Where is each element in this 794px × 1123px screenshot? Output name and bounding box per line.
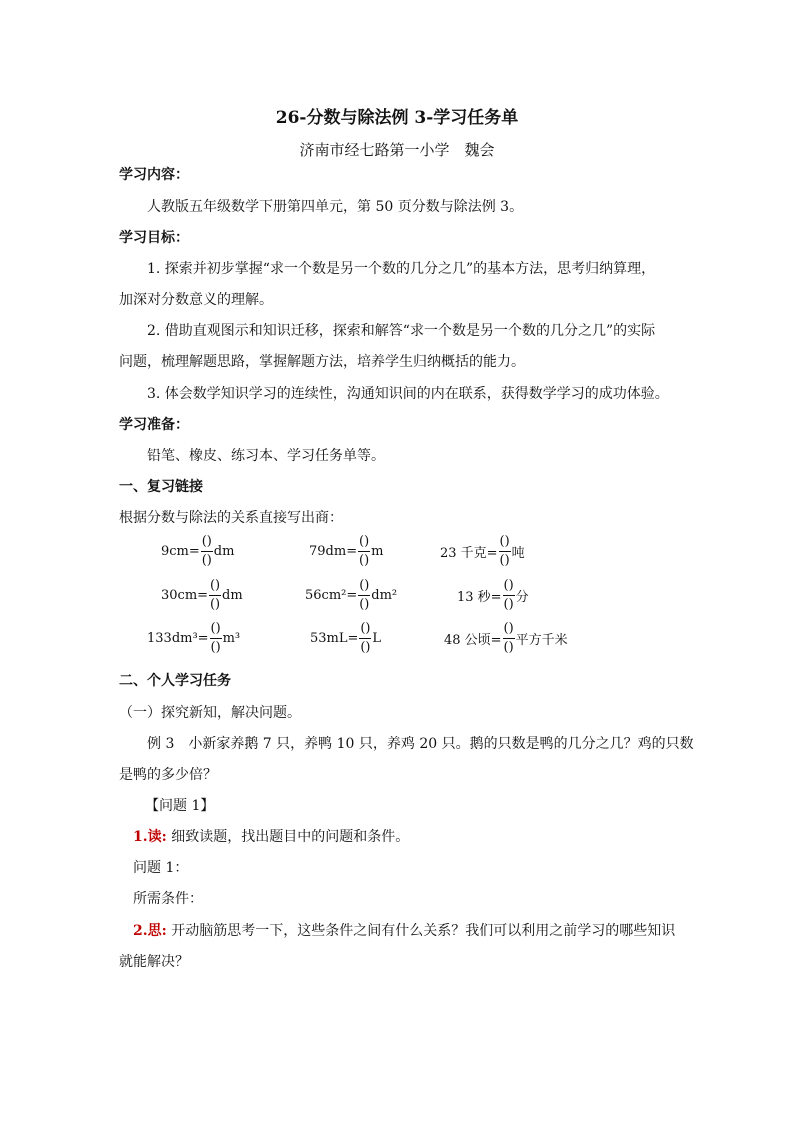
fraction-bar [358, 595, 370, 596]
numerator-blank[interactable]: () [360, 620, 371, 636]
blank-fraction[interactable] [210, 622, 222, 655]
blank-fraction[interactable] [503, 622, 515, 655]
conversion-item [161, 574, 243, 616]
numerator-blank[interactable]: () [503, 577, 514, 593]
denominator-blank[interactable]: () [359, 596, 370, 612]
think-line-2: 就能解决？ [119, 954, 189, 970]
goal-3: 3. 体会数学知识学习的连续性，沟通知识间的内在联系，获得数学学习的成功体验。 [147, 386, 669, 402]
goal-2-line-1: 2. 借助直观图示和知识迁移，探索和解答“求一个数是另一个数的几分之几”的实际 [147, 323, 656, 339]
conversion-left: 13 秒= [457, 589, 502, 605]
fraction-bar [209, 595, 221, 596]
conversion-unit: 吨 [511, 545, 525, 561]
review-intro: 根据分数与除法的关系直接写出商： [119, 510, 343, 526]
page-title: 26-分数与除法例 3-学习任务单 [275, 108, 519, 128]
conversion-left: 9cm= [161, 543, 200, 559]
conversion-left: 23 千克= [440, 545, 498, 561]
conversion-unit: m³ [222, 630, 241, 646]
numerator-blank[interactable]: () [209, 577, 221, 593]
numerator-blank[interactable]: () [210, 620, 221, 636]
prep-text: 铅笔、橡皮、练习本、学习任务单等。 [147, 448, 385, 464]
numerator-blank[interactable]: () [201, 533, 212, 549]
conversion-unit: m [371, 543, 384, 559]
fraction-bar [503, 638, 515, 639]
denominator-blank[interactable]: () [360, 639, 371, 655]
conversion-item [457, 574, 529, 616]
conversion-item [309, 530, 383, 572]
conversion-item [440, 530, 525, 572]
numerator-blank[interactable]: () [503, 620, 514, 636]
goal-1-line-1: 1. 探索并初步掌握“求一个数是另一个数的几分之几”的基本方法，思考归纳算理， [147, 261, 656, 277]
content-text: 人教版五年级数学下册第四单元，第 50 页分数与除法例 3。 [147, 199, 524, 215]
conversion-unit: dm [222, 587, 243, 603]
read-label: 1.读: [133, 829, 167, 845]
fraction-bar [358, 551, 370, 552]
denominator-blank[interactable]: () [359, 552, 370, 568]
denominator-blank[interactable]: () [503, 596, 514, 612]
think-text: 开动脑筋思考一下，这些条件之间有什么关系？我们可以利用之前学习的哪些知识 [166, 923, 676, 939]
denominator-blank[interactable]: () [209, 596, 221, 612]
think-step [133, 921, 675, 941]
conversion-unit: L [372, 630, 382, 646]
task-heading: 二、个人学习任务 [119, 673, 231, 689]
goal-1-line-2: 加深对分数意义的理解。 [119, 292, 273, 308]
conversion-item [444, 617, 568, 659]
prep-heading: 学习准备： [119, 417, 189, 433]
review-heading: 一、复习链接 [119, 479, 203, 495]
blank-fraction[interactable] [209, 579, 221, 612]
example-line-1: 例 3 小新家养鹅 7 只，养鸭 10 只，养鸡 20 只。鹅的只数是鸭的几分之几？鸡的只数 [147, 736, 694, 752]
denominator-blank[interactable]: () [503, 639, 514, 655]
blank-fraction[interactable] [358, 579, 370, 612]
fraction-bar [210, 638, 222, 639]
example-line-2: 是鸭的多少倍？ [119, 767, 217, 783]
goal-2-line-2: 问题，梳理解题思路，掌握解题方法，培养学生归纳概括的能力。 [119, 354, 525, 370]
denominator-blank[interactable]: () [210, 639, 221, 655]
content-heading: 学习内容： [119, 167, 189, 183]
denominator-blank[interactable]: () [499, 552, 510, 568]
conversion-item [161, 530, 234, 572]
conversion-unit: dm [213, 543, 235, 559]
conversion-unit: dm² [371, 587, 398, 603]
conversion-left: 56cm²= [305, 587, 358, 603]
conversion-item [310, 617, 381, 659]
task-subheading: （一）探究新知，解决问题。 [119, 705, 301, 721]
blank-fraction[interactable] [201, 535, 213, 568]
denominator-blank[interactable]: () [201, 552, 212, 568]
fraction-bar [201, 551, 213, 552]
conversion-item [147, 617, 240, 659]
goals-heading: 学习目标： [119, 230, 189, 246]
numerator-blank[interactable]: () [359, 533, 370, 549]
question-1-field[interactable]: 问题 1： [133, 860, 189, 876]
blank-fraction[interactable] [358, 535, 370, 568]
conversion-unit: 分 [515, 589, 529, 605]
read-step [133, 827, 409, 847]
conditions-field[interactable]: 所需条件： [133, 891, 203, 907]
conversion-left: 79dm= [309, 543, 358, 559]
fraction-bar [359, 638, 371, 639]
read-text: 细致读题，找出题目中的问题和条件。 [166, 829, 410, 845]
conversion-item [305, 574, 397, 616]
numerator-blank[interactable]: () [499, 533, 510, 549]
blank-fraction[interactable] [359, 622, 371, 655]
numerator-blank[interactable]: () [359, 577, 370, 593]
conversion-left: 48 公顷= [444, 632, 502, 648]
blank-fraction[interactable] [499, 535, 511, 568]
think-label: 2.思: [133, 923, 167, 939]
conversion-left: 30cm= [161, 587, 209, 603]
fraction-bar [503, 595, 515, 596]
fraction-bar [499, 551, 511, 552]
conversion-left: 133dm³= [147, 630, 209, 646]
question-label: 【问题 1】 [145, 798, 215, 814]
conversion-unit: 平方千米 [515, 632, 568, 648]
conversion-left: 53mL= [310, 630, 359, 646]
blank-fraction[interactable] [503, 579, 515, 612]
author-line: 济南市经七路第一小学 魏会 [299, 141, 495, 159]
